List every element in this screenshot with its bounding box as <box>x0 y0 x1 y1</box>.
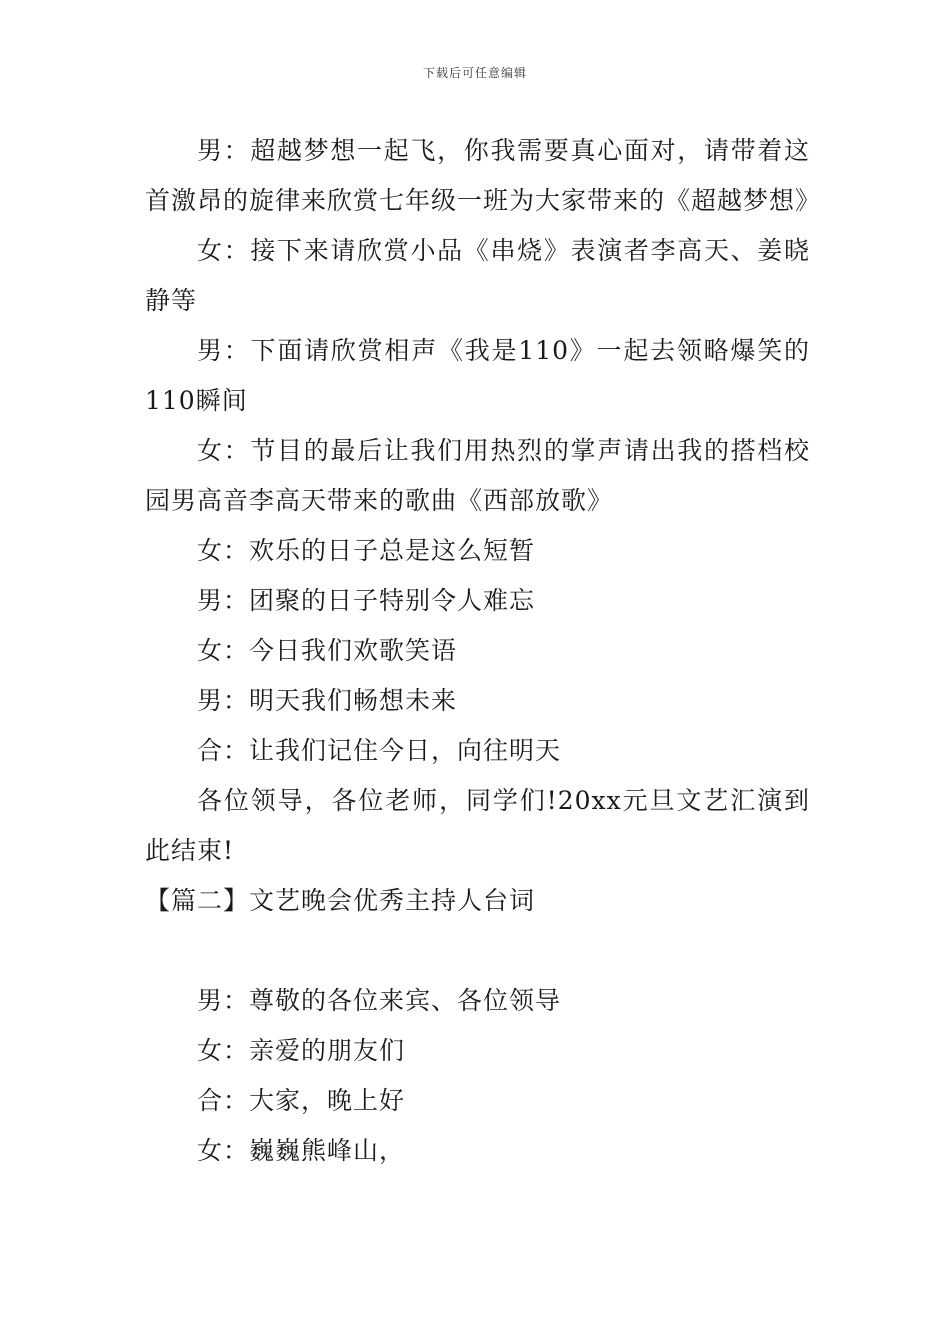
paragraph: 女：欢乐的日子总是这么短暂 <box>197 536 536 565</box>
page-header: 下载后可任意编辑 <box>422 66 527 80</box>
paragraph: 男：尊敬的各位来宾、各位领导 <box>197 986 562 1015</box>
paragraph: 女：巍巍熊峰山， <box>197 1136 406 1165</box>
paragraph: 女：今日我们欢歌笑语 <box>197 636 458 665</box>
document-body <box>145 126 822 1176</box>
section-heading: 【篇二】文艺晚会优秀主持人台词 <box>145 886 536 915</box>
paragraph: 合：让我们记住今日，向往明天 <box>197 736 562 765</box>
paragraph: 女：接下来请欣赏小品《串烧》表演者李高天、姜晓静等 <box>145 236 810 315</box>
paragraph: 各位领导，各位老师，同学们!20xx元旦文艺汇演到此结束! <box>145 786 810 865</box>
paragraph: 男：团聚的日子特别令人难忘 <box>197 586 536 615</box>
paragraph: 男：超越梦想一起飞，你我需要真心面对，请带着这首激昂的旋律来欣赏七年级一班为大家带来的《超越梦想》 <box>145 136 822 215</box>
paragraph: 女：亲爱的朋友们 <box>197 1036 406 1065</box>
blank-line <box>145 926 810 976</box>
paragraph: 男：明天我们畅想未来 <box>197 686 458 715</box>
paragraph: 男：下面请欣赏相声《我是110》一起去领略爆笑的110瞬间 <box>145 336 810 415</box>
paragraph: 女：节目的最后让我们用热烈的掌声请出我的搭档校园男高音李高天带来的歌曲《西部放歌》 <box>145 436 810 515</box>
paragraph: 合：大家，晚上好 <box>197 1086 406 1115</box>
